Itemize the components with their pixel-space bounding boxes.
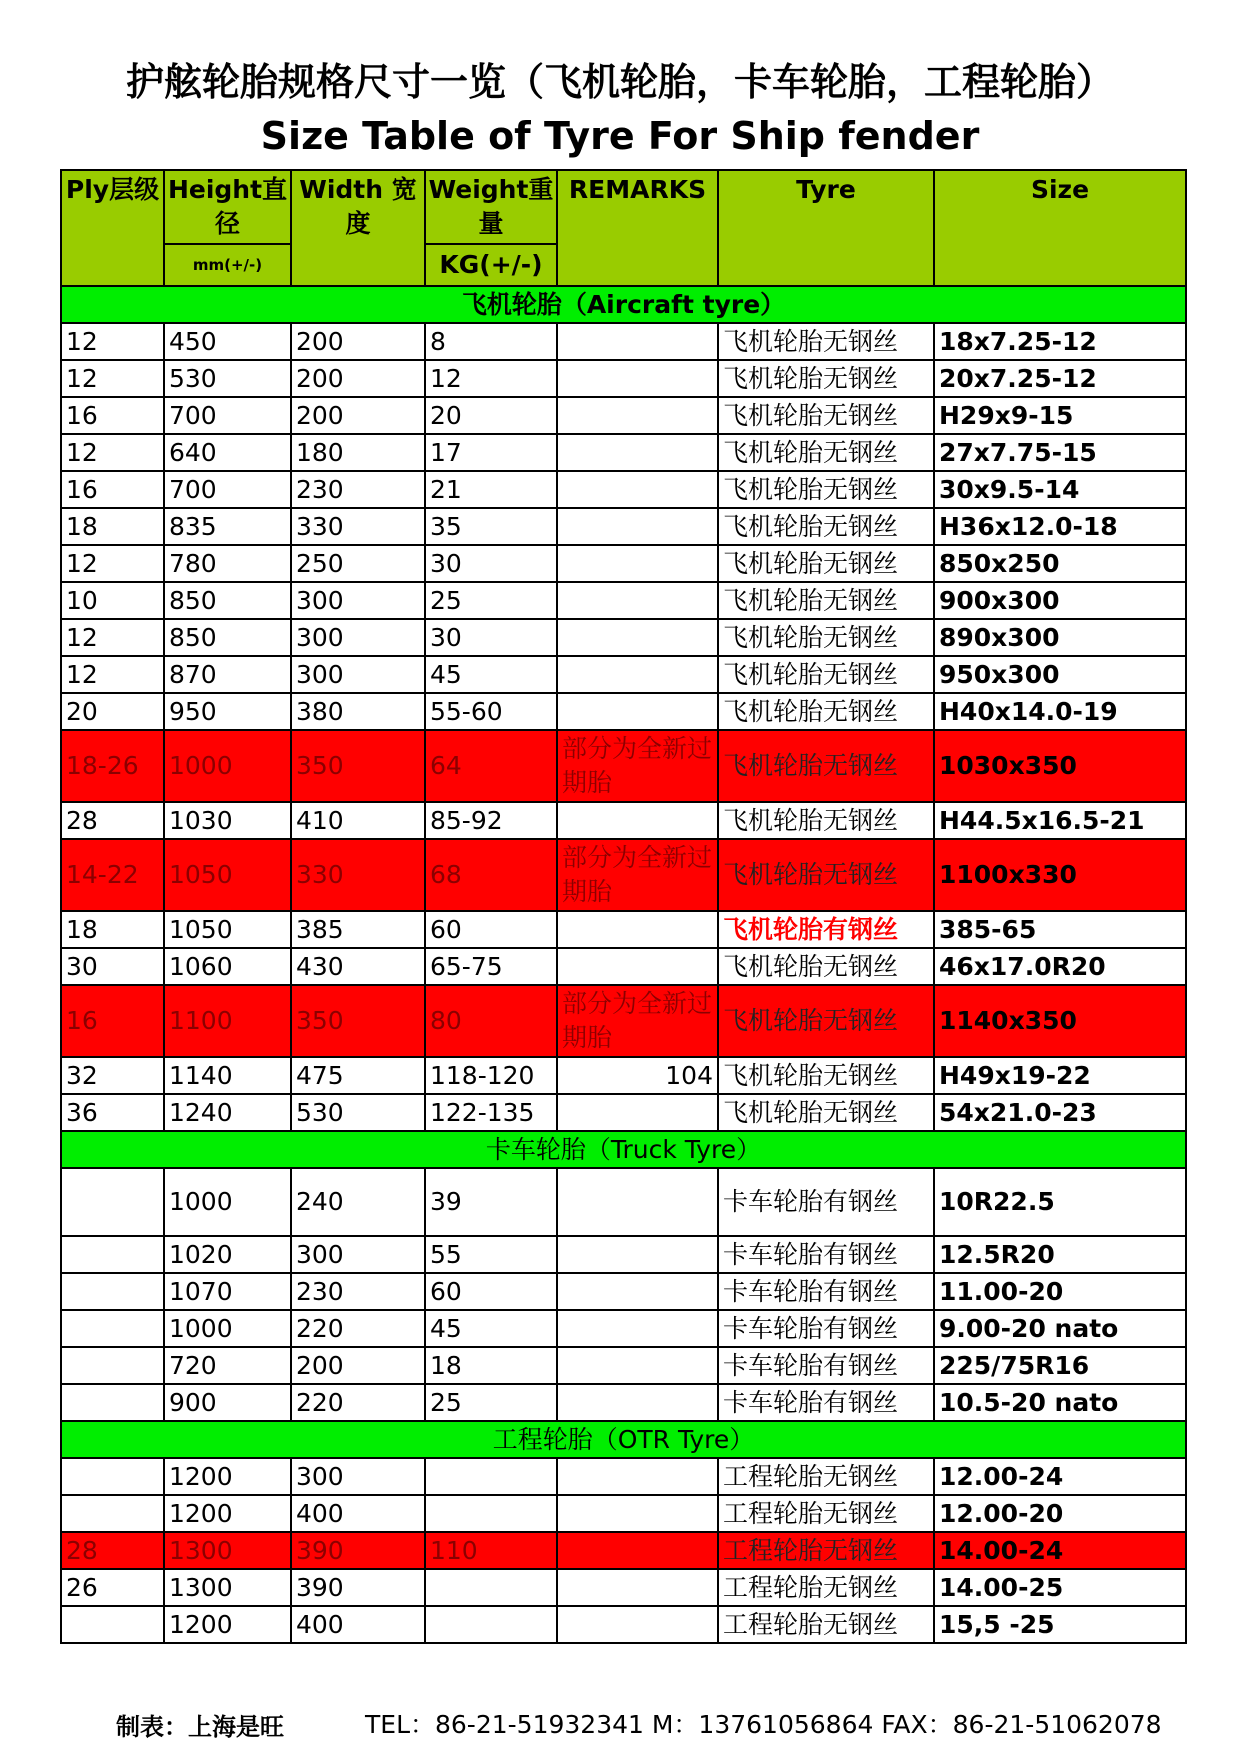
cell-width: 300: [291, 1236, 425, 1273]
cell-remarks: [557, 582, 718, 619]
cell-tyre: 工程轮胎无钢丝: [718, 1532, 934, 1569]
cell-remarks: [557, 471, 718, 508]
cell-tyre: 飞机轮胎无钢丝: [718, 1057, 934, 1094]
cell-height: 1030: [164, 802, 291, 839]
cell-tyre: 飞机轮胎无钢丝: [718, 545, 934, 582]
table-row: [61, 911, 1186, 948]
cell-size: H49x19-22: [934, 1057, 1186, 1094]
cell-size: 20x7.25-12: [934, 360, 1186, 397]
cell-size: 385-65: [934, 911, 1186, 948]
cell-size: 15,5 -25: [934, 1606, 1186, 1643]
table-row: [61, 471, 1186, 508]
table-row: [61, 397, 1186, 434]
cell-size: 900x300: [934, 582, 1186, 619]
cell-width: 180: [291, 434, 425, 471]
cell-weight: 21: [425, 471, 557, 508]
cell-tyre: 飞机轮胎无钢丝: [718, 730, 934, 802]
cell-tyre: 飞机轮胎无钢丝: [718, 360, 934, 397]
cell-height: 1070: [164, 1273, 291, 1310]
cell-remarks: [557, 802, 718, 839]
cell-ply: [61, 1310, 164, 1347]
cell-height: 835: [164, 508, 291, 545]
table-row: [61, 323, 1186, 360]
cell-width: 300: [291, 656, 425, 693]
cell-width: 410: [291, 802, 425, 839]
cell-weight: 68: [425, 839, 557, 911]
cell-tyre: 卡车轮胎有钢丝: [718, 1236, 934, 1273]
cell-size: 18x7.25-12: [934, 323, 1186, 360]
cell-width: 230: [291, 471, 425, 508]
cell-weight: 85-92: [425, 802, 557, 839]
cell-weight: 35: [425, 508, 557, 545]
cell-tyre: 飞机轮胎无钢丝: [718, 471, 934, 508]
cell-tyre: 工程轮胎无钢丝: [718, 1495, 934, 1532]
cell-size: H36x12.0-18: [934, 508, 1186, 545]
cell-height: 1100: [164, 985, 291, 1057]
cell-size: 1140x350: [934, 985, 1186, 1057]
cell-ply: 14-22: [61, 839, 164, 911]
table-row: [61, 985, 1186, 1057]
cell-tyre: 卡车轮胎有钢丝: [718, 1273, 934, 1310]
cell-weight: 12: [425, 360, 557, 397]
cell-height: 1240: [164, 1094, 291, 1131]
cell-height: 1300: [164, 1532, 291, 1569]
table-row: [61, 730, 1186, 802]
table-row: [61, 1606, 1186, 1643]
cell-height: 1200: [164, 1495, 291, 1532]
table-row: [61, 1458, 1186, 1495]
header-weight: Weight重量: [425, 170, 557, 244]
cell-size: 9.00-20 nato: [934, 1310, 1186, 1347]
table-row: [61, 1384, 1186, 1421]
cell-size: 890x300: [934, 619, 1186, 656]
cell-weight: 80: [425, 985, 557, 1057]
cell-tyre: 飞机轮胎无钢丝: [718, 323, 934, 360]
cell-tyre: 工程轮胎无钢丝: [718, 1569, 934, 1606]
cell-remarks: [557, 397, 718, 434]
cell-remarks: [557, 323, 718, 360]
cell-height: 1060: [164, 948, 291, 985]
header-weight-unit: KG(+/-): [425, 244, 557, 286]
cell-remarks: [557, 948, 718, 985]
cell-tyre: 飞机轮胎无钢丝: [718, 397, 934, 434]
table-row: [61, 1347, 1186, 1384]
cell-size: 1100x330: [934, 839, 1186, 911]
cell-height: 1000: [164, 1168, 291, 1236]
cell-width: 330: [291, 839, 425, 911]
cell-size: 12.00-20: [934, 1495, 1186, 1532]
cell-tyre: 卡车轮胎有钢丝: [718, 1384, 934, 1421]
cell-height: 1300: [164, 1569, 291, 1606]
cell-height: 780: [164, 545, 291, 582]
cell-ply: [61, 1495, 164, 1532]
cell-width: 390: [291, 1569, 425, 1606]
footer-contact: TEL：86-21-51932341 M：13761056864 FAX：86-21-51062078: [365, 1710, 1162, 1739]
section-aircraft: [61, 286, 1186, 323]
cell-weight: [425, 1569, 557, 1606]
table-row: [61, 1532, 1186, 1569]
cell-ply: 30: [61, 948, 164, 985]
cell-height: 1020: [164, 1236, 291, 1273]
cell-height: 640: [164, 434, 291, 471]
cell-width: 390: [291, 1532, 425, 1569]
cell-weight: 118-120: [425, 1057, 557, 1094]
cell-ply: 16: [61, 397, 164, 434]
cell-remarks: [557, 1310, 718, 1347]
cell-weight: 25: [425, 582, 557, 619]
table-row: [61, 508, 1186, 545]
cell-remarks: [557, 1094, 718, 1131]
cell-size: 10R22.5: [934, 1168, 1186, 1236]
cell-tyre: 飞机轮胎无钢丝: [718, 802, 934, 839]
cell-size: 950x300: [934, 656, 1186, 693]
cell-tyre: 飞机轮胎无钢丝: [718, 656, 934, 693]
cell-weight: 60: [425, 911, 557, 948]
header-row: [61, 170, 1186, 244]
cell-weight: 25: [425, 1384, 557, 1421]
cell-remarks: [557, 508, 718, 545]
cell-size: 850x250: [934, 545, 1186, 582]
cell-width: 350: [291, 985, 425, 1057]
page-title-chinese: 护舷轮胎规格尺寸一览（飞机轮胎，卡车轮胎，工程轮胎）: [125, 60, 1114, 104]
cell-tyre: 飞机轮胎无钢丝: [718, 948, 934, 985]
cell-remarks: [557, 545, 718, 582]
cell-height: 700: [164, 471, 291, 508]
cell-width: 475: [291, 1057, 425, 1094]
cell-size: 12.5R20: [934, 1236, 1186, 1273]
cell-remarks: 104: [557, 1057, 718, 1094]
cell-height: 530: [164, 360, 291, 397]
table-row: [61, 545, 1186, 582]
cell-width: 240: [291, 1168, 425, 1236]
cell-size: 46x17.0R20: [934, 948, 1186, 985]
cell-ply: 18: [61, 911, 164, 948]
cell-remarks: [557, 1532, 718, 1569]
cell-ply: [61, 1273, 164, 1310]
section-truck-label: 卡车轮胎（Truck Tyre）: [61, 1131, 1186, 1168]
cell-tyre: 卡车轮胎有钢丝: [718, 1168, 934, 1236]
cell-size: 54x21.0-23: [934, 1094, 1186, 1131]
cell-size: H29x9-15: [934, 397, 1186, 434]
cell-width: 200: [291, 323, 425, 360]
cell-weight: 55-60: [425, 693, 557, 730]
cell-remarks: [557, 1168, 718, 1236]
cell-width: 530: [291, 1094, 425, 1131]
cell-ply: 12: [61, 434, 164, 471]
table-row: [61, 948, 1186, 985]
cell-weight: 122-135: [425, 1094, 557, 1131]
table-row: [61, 434, 1186, 471]
table-row: [61, 693, 1186, 730]
cell-width: 430: [291, 948, 425, 985]
cell-size: H44.5x16.5-21: [934, 802, 1186, 839]
cell-ply: 32: [61, 1057, 164, 1094]
cell-ply: 12: [61, 656, 164, 693]
table-row: [61, 360, 1186, 397]
header-height-unit: mm(+/-): [164, 244, 291, 286]
cell-ply: 16: [61, 985, 164, 1057]
cell-remarks: [557, 693, 718, 730]
cell-weight: [425, 1606, 557, 1643]
cell-ply: 12: [61, 619, 164, 656]
cell-height: 1000: [164, 730, 291, 802]
cell-size: 225/75R16: [934, 1347, 1186, 1384]
cell-height: 850: [164, 582, 291, 619]
cell-size: 30x9.5-14: [934, 471, 1186, 508]
section-aircraft-label: 飞机轮胎（Aircraft tyre）: [61, 286, 1186, 323]
cell-weight: 60: [425, 1273, 557, 1310]
cell-width: 400: [291, 1495, 425, 1532]
cell-height: 1200: [164, 1606, 291, 1643]
page-title-english: Size Table of Tyre For Ship fender: [260, 114, 980, 158]
cell-tyre: 飞机轮胎无钢丝: [718, 508, 934, 545]
cell-remarks: [557, 1236, 718, 1273]
cell-height: 1050: [164, 911, 291, 948]
cell-weight: 55: [425, 1236, 557, 1273]
cell-tyre: 工程轮胎无钢丝: [718, 1606, 934, 1643]
cell-weight: 17: [425, 434, 557, 471]
cell-remarks: [557, 619, 718, 656]
cell-height: 850: [164, 619, 291, 656]
table-row: [61, 1094, 1186, 1131]
cell-ply: 18: [61, 508, 164, 545]
header-remarks: REMARKS: [557, 170, 718, 286]
cell-size: 14.00-25: [934, 1569, 1186, 1606]
cell-weight: 39: [425, 1168, 557, 1236]
table-row: [61, 839, 1186, 911]
header-ply: Ply层级: [61, 170, 164, 286]
cell-ply: [61, 1168, 164, 1236]
cell-width: 380: [291, 693, 425, 730]
cell-remarks: 部分为全新过期胎: [557, 730, 718, 802]
cell-ply: 26: [61, 1569, 164, 1606]
cell-size: 14.00-24: [934, 1532, 1186, 1569]
cell-size: 11.00-20: [934, 1273, 1186, 1310]
table-row: [61, 1168, 1186, 1236]
cell-remarks: 部分为全新过期胎: [557, 985, 718, 1057]
cell-weight: 45: [425, 1310, 557, 1347]
cell-height: 900: [164, 1384, 291, 1421]
cell-tyre: 飞机轮胎无钢丝: [718, 985, 934, 1057]
cell-width: 250: [291, 545, 425, 582]
cell-width: 300: [291, 582, 425, 619]
cell-weight: 8: [425, 323, 557, 360]
cell-tyre: 飞机轮胎无钢丝: [718, 434, 934, 471]
cell-remarks: [557, 360, 718, 397]
table-row: [61, 802, 1186, 839]
cell-tyre: 飞机轮胎无钢丝: [718, 693, 934, 730]
cell-width: 300: [291, 619, 425, 656]
cell-remarks: [557, 1606, 718, 1643]
header-tyre: Tyre: [718, 170, 934, 286]
cell-tyre: 卡车轮胎有钢丝: [718, 1310, 934, 1347]
cell-size: 1030x350: [934, 730, 1186, 802]
cell-remarks: [557, 1384, 718, 1421]
cell-tyre: 工程轮胎无钢丝: [718, 1458, 934, 1495]
cell-height: 450: [164, 323, 291, 360]
table-row: [61, 1310, 1186, 1347]
cell-height: 700: [164, 397, 291, 434]
cell-width: 300: [291, 1458, 425, 1495]
cell-height: 1000: [164, 1310, 291, 1347]
cell-size: 27x7.75-15: [934, 434, 1186, 471]
cell-remarks: [557, 1569, 718, 1606]
cell-height: 1050: [164, 839, 291, 911]
cell-weight: 45: [425, 656, 557, 693]
cell-ply: 20: [61, 693, 164, 730]
cell-ply: 12: [61, 360, 164, 397]
cell-ply: [61, 1384, 164, 1421]
cell-size: 12.00-24: [934, 1458, 1186, 1495]
cell-tyre: 飞机轮胎无钢丝: [718, 619, 934, 656]
cell-width: 220: [291, 1384, 425, 1421]
cell-weight: 20: [425, 397, 557, 434]
cell-weight: [425, 1495, 557, 1532]
section-truck: [61, 1131, 1186, 1168]
cell-ply: [61, 1606, 164, 1643]
section-otr: [61, 1421, 1186, 1458]
header-width: Width 宽度: [291, 170, 425, 286]
cell-weight: 110: [425, 1532, 557, 1569]
header-size: Size: [934, 170, 1186, 286]
header-height: Height直径: [164, 170, 291, 244]
cell-width: 385: [291, 911, 425, 948]
cell-remarks: [557, 1273, 718, 1310]
cell-remarks: [557, 1458, 718, 1495]
cell-weight: [425, 1458, 557, 1495]
cell-ply: 18-26: [61, 730, 164, 802]
cell-height: 1140: [164, 1057, 291, 1094]
cell-ply: 10: [61, 582, 164, 619]
table-row: [61, 619, 1186, 656]
tyre-size-table: [60, 169, 1187, 1644]
table-row: [61, 656, 1186, 693]
cell-tyre: 飞机轮胎无钢丝: [718, 582, 934, 619]
cell-ply: 28: [61, 1532, 164, 1569]
section-otr-label: 工程轮胎（OTR Tyre）: [61, 1421, 1186, 1458]
cell-tyre: 卡车轮胎有钢丝: [718, 1347, 934, 1384]
cell-height: 1200: [164, 1458, 291, 1495]
cell-ply: 28: [61, 802, 164, 839]
cell-remarks: [557, 656, 718, 693]
table-row: [61, 1569, 1186, 1606]
cell-remarks: [557, 911, 718, 948]
cell-size: 10.5-20 nato: [934, 1384, 1186, 1421]
cell-width: 200: [291, 1347, 425, 1384]
cell-weight: 64: [425, 730, 557, 802]
cell-tyre: 飞机轮胎无钢丝: [718, 839, 934, 911]
cell-ply: [61, 1236, 164, 1273]
table-row: [61, 582, 1186, 619]
cell-ply: [61, 1458, 164, 1495]
cell-weight: 65-75: [425, 948, 557, 985]
cell-ply: 36: [61, 1094, 164, 1131]
cell-tyre: 飞机轮胎无钢丝: [718, 1094, 934, 1131]
cell-height: 720: [164, 1347, 291, 1384]
cell-ply: 12: [61, 545, 164, 582]
cell-remarks: [557, 434, 718, 471]
cell-remarks: 部分为全新过期胎: [557, 839, 718, 911]
cell-width: 220: [291, 1310, 425, 1347]
cell-height: 870: [164, 656, 291, 693]
cell-tyre: 飞机轮胎有钢丝: [718, 911, 934, 948]
cell-width: 400: [291, 1606, 425, 1643]
cell-remarks: [557, 1347, 718, 1384]
table-row: [61, 1057, 1186, 1094]
cell-ply: 12: [61, 323, 164, 360]
cell-ply: [61, 1347, 164, 1384]
cell-width: 330: [291, 508, 425, 545]
cell-width: 200: [291, 360, 425, 397]
cell-remarks: [557, 1495, 718, 1532]
cell-width: 230: [291, 1273, 425, 1310]
cell-ply: 16: [61, 471, 164, 508]
cell-width: 350: [291, 730, 425, 802]
footer-maker: 制表：上海是旺: [116, 1712, 284, 1741]
table-row: [61, 1273, 1186, 1310]
cell-height: 950: [164, 693, 291, 730]
cell-weight: 18: [425, 1347, 557, 1384]
cell-weight: 30: [425, 619, 557, 656]
cell-width: 200: [291, 397, 425, 434]
cell-size: H40x14.0-19: [934, 693, 1186, 730]
table-row: [61, 1495, 1186, 1532]
cell-weight: 30: [425, 545, 557, 582]
table-row: [61, 1236, 1186, 1273]
